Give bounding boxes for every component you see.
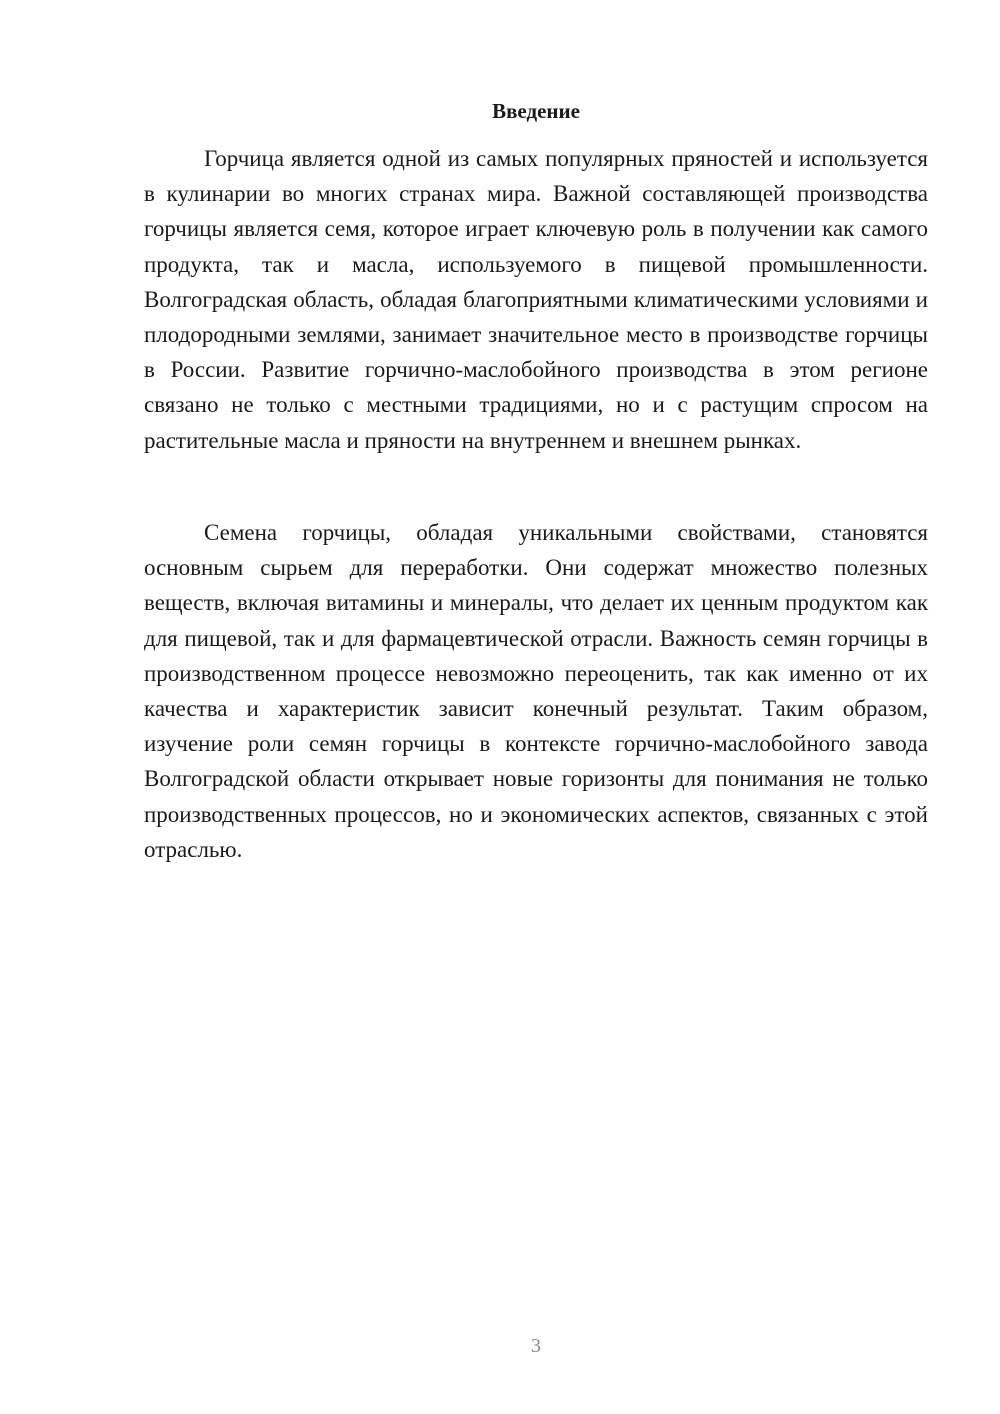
section-title: Введение [492,99,580,123]
page-number: 3 [531,1335,541,1357]
paragraph-intro: Горчица является одной из самых популярных пряностей и используется в кулинарии во многих странах мира. Важной составляющей производства горчицы является семя, которое играет ключевую роль в получении как самого продукта, так и масла, используемого в пищевой промышленности. Волгоградская область, обладая благоприятными климатическими условиями и плодородными землями, занимает значительное место в производстве горчицы в России. Развитие горчично-маслобойного производства в этом регионе связано не только с местными традициями, но и с растущим спросом на растительные масла и пряности на внутреннем и внешнем рынках. [144,146,928,453]
paragraph-seeds: Семена горчицы, обладая уникальными свойствами, становятся основным сырьем для переработки. Они содержат множество полезных веществ, включая витамины и минералы, что делает их ценным продуктом как для пищевой, так и для фармацевтической отрасли. Важность семян горчицы в производственном процессе невозможно переоценить, так как именно от их качества и характеристик зависит конечный результат. Таким образом, изучение роли семян горчицы в контексте горчично-маслобойного завода Волгоградской области открывает новые горизонты для понимания не только производственных процессов, но и экономических аспектов, связанных с этой отраслью. [144,520,928,862]
